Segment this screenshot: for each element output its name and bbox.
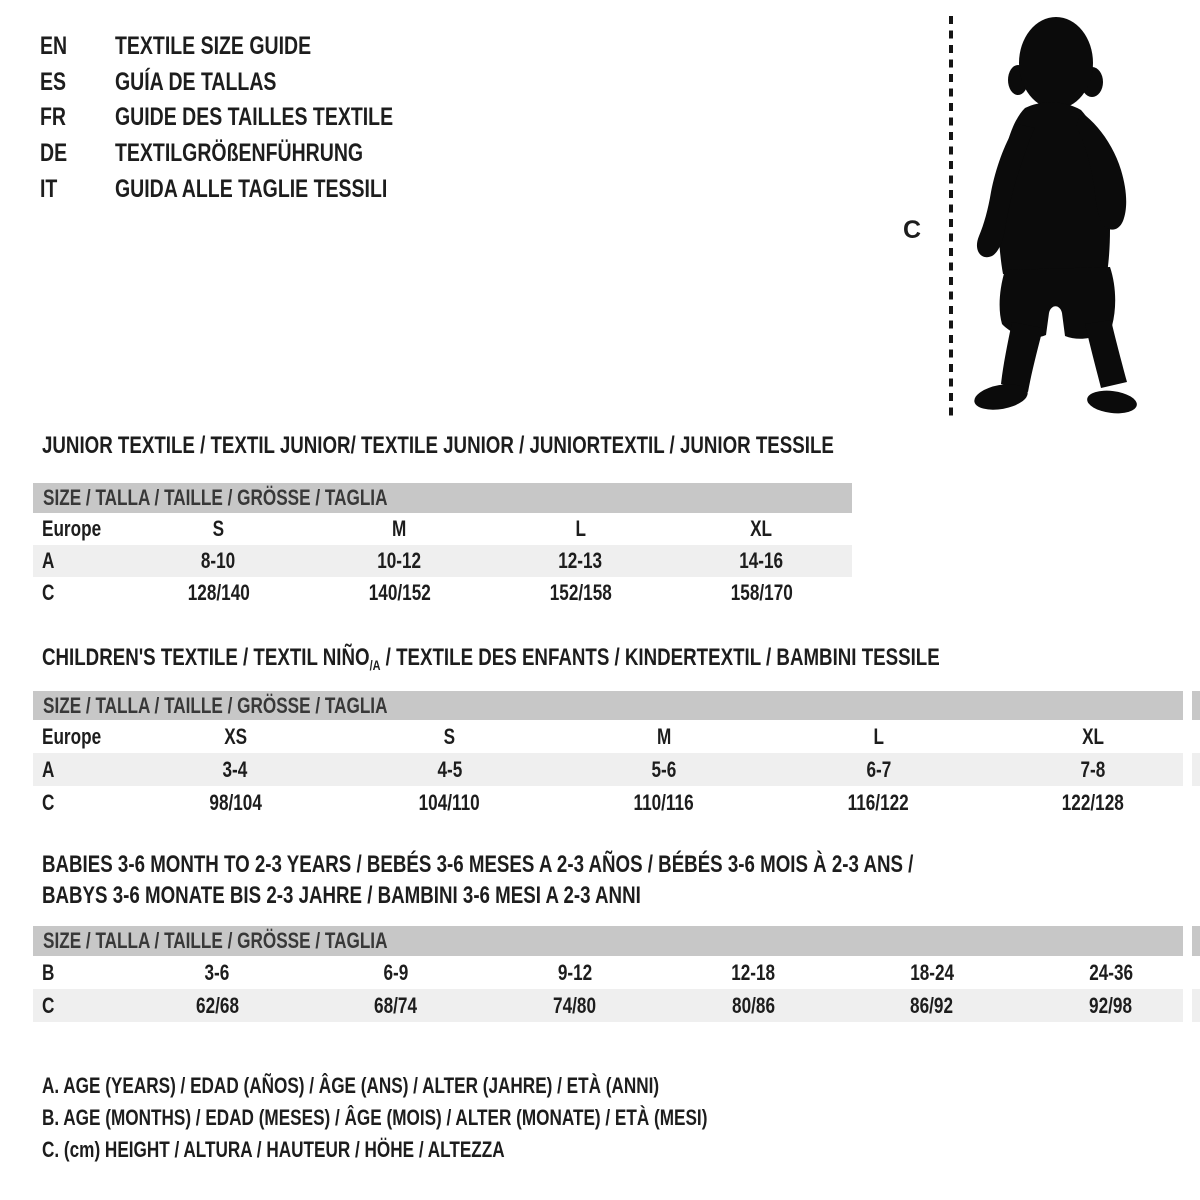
junior-table-header-bar: SIZE / TALLA / TAILLE / GRÖSSE / TAGLIA bbox=[33, 483, 852, 513]
table-row: B 3-6 6-9 9-12 12-18 18-24 24-36 bbox=[42, 959, 1133, 985]
babies-size-table bbox=[33, 926, 1200, 1022]
table-row: A 3-4 4-5 5-6 6-7 7-8 bbox=[33, 753, 1200, 786]
lang-title-de: TEXTILGRÖßENFÜHRUNG bbox=[115, 139, 364, 168]
row-label: Europe bbox=[42, 516, 102, 541]
row-label: B bbox=[42, 959, 55, 985]
lang-row-es bbox=[40, 65, 472, 101]
table-row: C 128/140 140/152 152/158 158/170 bbox=[42, 580, 793, 605]
height-measure-label: C bbox=[903, 216, 922, 244]
lang-row-it bbox=[40, 171, 472, 207]
table-row: C 98/104 104/110 110/116 116/122 122/128 bbox=[42, 789, 1124, 815]
lang-code-es: ES bbox=[40, 67, 67, 96]
lang-title-fr: GUIDE DES TAILLES TEXTILE bbox=[115, 103, 394, 132]
children-table-header-bar: SIZE / TALLA / TAILLE / GRÖSSE / TAGLIA bbox=[33, 691, 1200, 720]
height-measure-dashed-line bbox=[949, 16, 953, 418]
lang-code-de: DE bbox=[40, 139, 68, 168]
junior-size-table bbox=[33, 483, 852, 609]
language-header bbox=[40, 29, 472, 207]
lang-row-fr bbox=[40, 100, 472, 136]
table-row: C 62/68 68/74 74/80 80/86 86/92 92/98 bbox=[33, 989, 1200, 1022]
children-size-table bbox=[33, 691, 1200, 819]
row-label: C bbox=[42, 580, 55, 605]
lang-row-de bbox=[40, 136, 472, 172]
lang-code-it: IT bbox=[40, 174, 58, 203]
lang-code-en: EN bbox=[40, 32, 68, 61]
scan-artifact-stripe bbox=[1183, 689, 1192, 822]
footnote-a: A. AGE (YEARS) / EDAD (AÑOS) / ÂGE (ANS) / ALTER (JAHRE) / ETÀ (ANNI) bbox=[42, 1073, 660, 1098]
table-row: Europe S M L XL bbox=[42, 516, 773, 541]
lang-row-en bbox=[40, 29, 472, 65]
lang-title-it: GUIDA ALLE TAGLIE TESSILI bbox=[115, 174, 388, 203]
lang-title-en: TEXTILE SIZE GUIDE bbox=[115, 32, 312, 61]
toddler-silhouette-image bbox=[965, 14, 1140, 418]
lang-title-es: GUÍA DE TALLAS bbox=[115, 67, 277, 96]
row-label: A bbox=[42, 548, 55, 573]
babies-table-header-bar: SIZE / TALLA / TAILLE / GRÖSSE / TAGLIA bbox=[33, 926, 1200, 956]
footnote-b: B. AGE (MONTHS) / EDAD (MESES) / ÂGE (MOIS) / ALTER (MONATE) / ETÀ (MESI) bbox=[42, 1105, 708, 1130]
row-label: A bbox=[42, 756, 55, 782]
footnotes bbox=[42, 1070, 895, 1166]
lang-code-fr: FR bbox=[40, 103, 66, 132]
children-section-title: CHILDREN'S TEXTILE / TEXTIL $NIÑO_{/A}$ / TEXTILE DES ENFANTS / KINDERTEXTIL / BAMBINI TESSILE bbox=[42, 644, 940, 673]
nino-a-subscript: /A bbox=[369, 657, 381, 673]
row-label: C bbox=[42, 789, 55, 815]
babies-section-title: BABIES 3-6 MONTH TO 2-3 YEARS / BEBÉS 3-6 MESES A 2-3 AÑOS / BÉBÉS 3-6 MOIS À 2-3 ANS / BABYS 3-6 MONATE BIS 2-3 JAHRE / BAMBINI 3-6 MESI A 2-3 ANNI bbox=[42, 851, 914, 909]
row-label: Europe bbox=[42, 723, 102, 749]
table-row: Europe XS S M L XL bbox=[42, 723, 1104, 749]
row-label: C bbox=[42, 992, 55, 1018]
footnote-c: C. (cm) HEIGHT / ALTURA / HAUTEUR / HÖHE / ALTEZZA bbox=[42, 1137, 505, 1162]
table-row: A 8-10 10-12 12-13 14-16 bbox=[33, 545, 852, 577]
scan-artifact-stripe bbox=[1183, 924, 1192, 1024]
junior-section-title: JUNIOR TEXTILE / TEXTIL JUNIOR/ TEXTILE JUNIOR / JUNIORTEXTIL / JUNIOR TESSILE bbox=[42, 432, 834, 459]
